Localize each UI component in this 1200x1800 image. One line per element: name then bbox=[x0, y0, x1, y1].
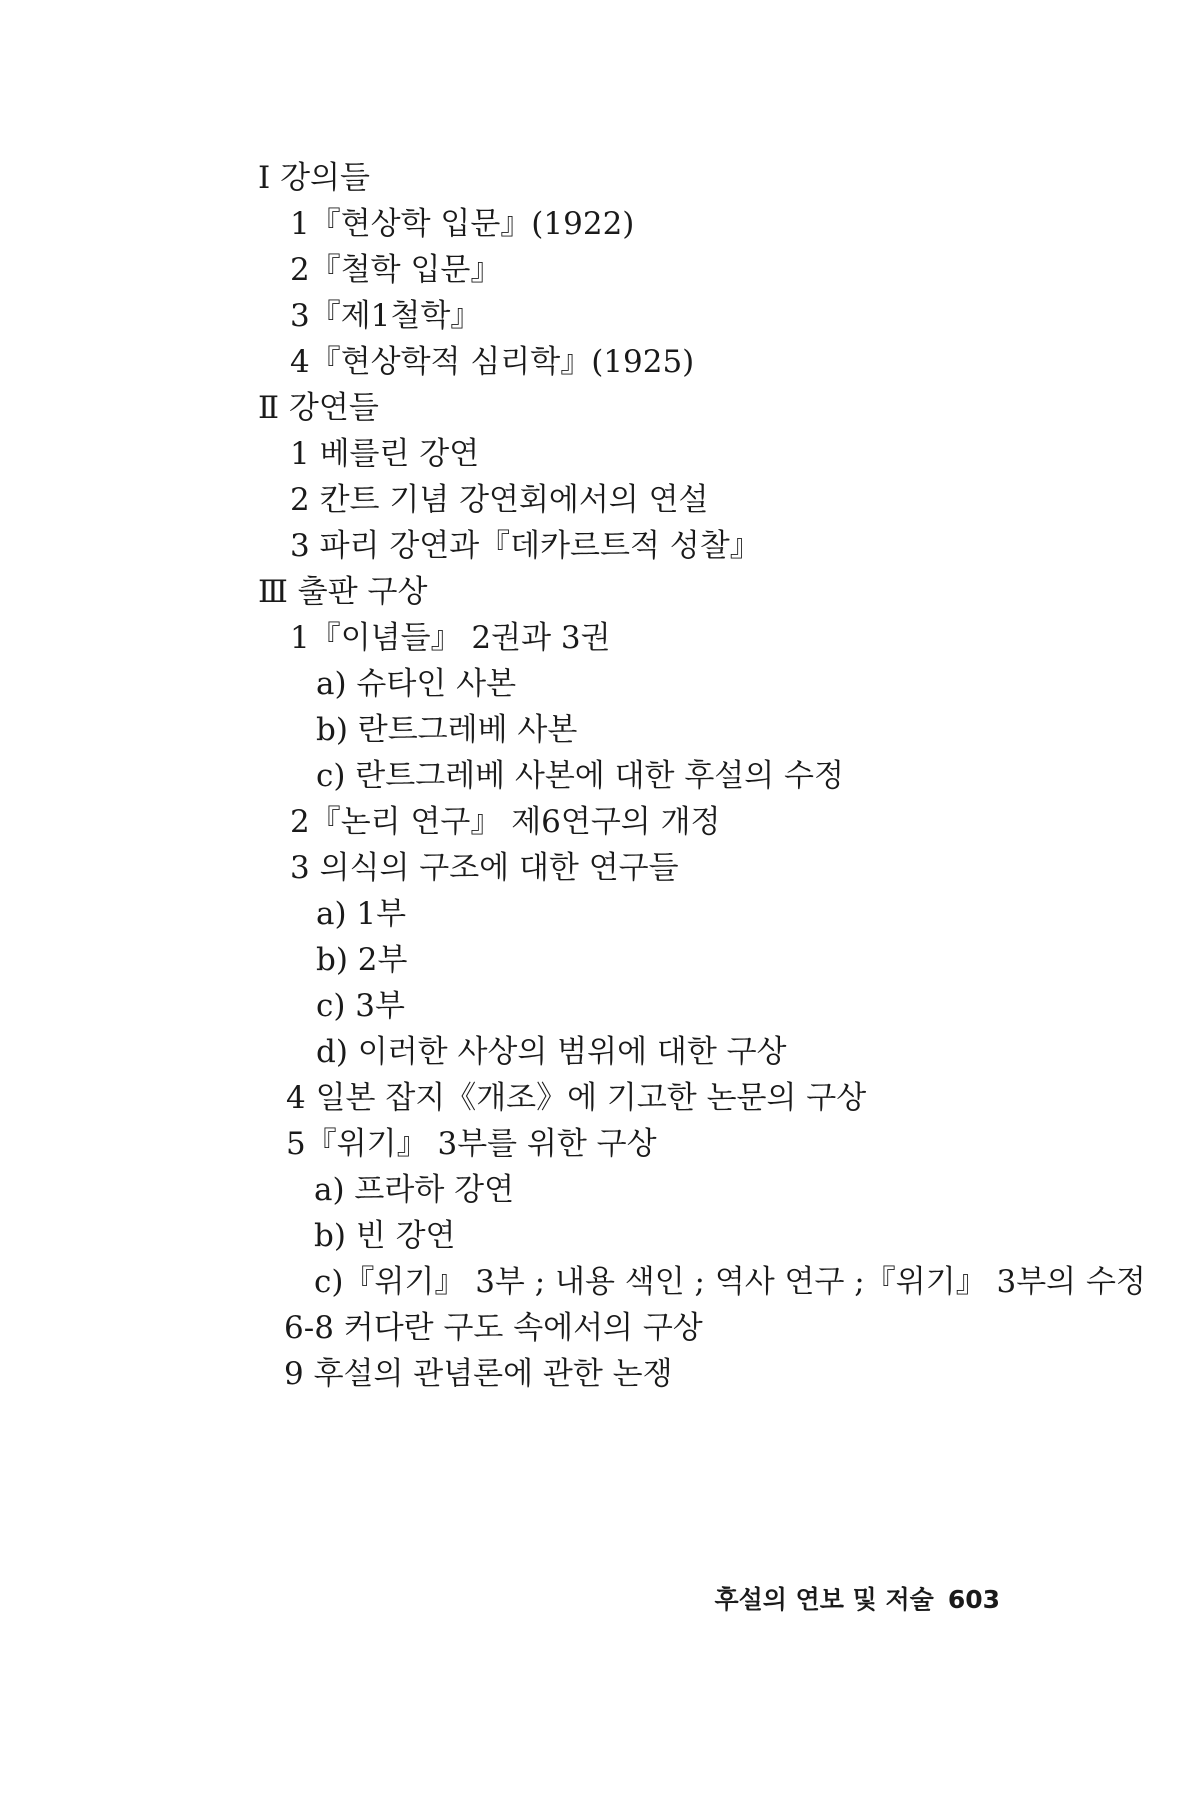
toc-entry: 1 베를린 강연 bbox=[290, 436, 480, 472]
toc-entry: 1『현상학 입문』(1922) bbox=[290, 206, 635, 242]
running-title: 후설의 연보 및 저술 bbox=[714, 1585, 934, 1614]
section-heading-3: Ⅲ 출판 구상 bbox=[258, 574, 428, 610]
section-heading-2: Ⅱ 강연들 bbox=[258, 390, 379, 426]
toc-entry: 1『이념들』 2권과 3권 bbox=[290, 620, 611, 656]
toc-entry: 4『현상학적 심리학』(1925) bbox=[290, 344, 695, 380]
toc-subentry: d) 이러한 사상의 범위에 대한 구상 bbox=[316, 1034, 787, 1070]
toc-subentry: c)『위기』 3부 ; 내용 색인 ; 역사 연구 ;『위기』 3부의 수정 bbox=[314, 1264, 1146, 1300]
toc-subentry: a) 프라하 강연 bbox=[314, 1172, 515, 1208]
toc-entry: 3 의식의 구조에 대한 연구들 bbox=[290, 850, 679, 886]
toc-entry: 3 파리 강연과『데카르트적 성찰』 bbox=[290, 528, 761, 564]
toc-entry: 9 후설의 관념론에 관한 논쟁 bbox=[284, 1356, 673, 1392]
toc-entry: 3『제1철학』 bbox=[290, 298, 482, 334]
page-footer bbox=[715, 1580, 1001, 1616]
toc-subentry: c) 3부 bbox=[316, 988, 405, 1024]
toc-subentry: c) 란트그레베 사본에 대한 후설의 수정 bbox=[316, 758, 844, 794]
toc-subentry: a) 1부 bbox=[316, 896, 407, 932]
toc-subentry: b) 2부 bbox=[316, 942, 408, 978]
toc-subentry: b) 빈 강연 bbox=[314, 1218, 456, 1254]
toc-subentry: a) 슈타인 사본 bbox=[316, 666, 517, 702]
toc-entry: 5『위기』 3부를 위한 구상 bbox=[286, 1126, 657, 1162]
toc-subentry: b) 란트그레베 사본 bbox=[316, 712, 578, 748]
page-number: 603 bbox=[947, 1585, 1000, 1614]
toc-entry: 2『논리 연구』 제6연구의 개정 bbox=[290, 804, 721, 840]
toc-entry: 6-8 커다란 구도 속에서의 구상 bbox=[284, 1310, 703, 1346]
section-heading-1: Ⅰ 강의들 bbox=[258, 160, 370, 196]
toc-entry: 2『철학 입문』 bbox=[290, 252, 502, 288]
toc-entry: 2 칸트 기념 강연회에서의 연설 bbox=[290, 482, 709, 518]
toc-entry: 4 일본 잡지《개조》에 기고한 논문의 구상 bbox=[286, 1080, 867, 1116]
